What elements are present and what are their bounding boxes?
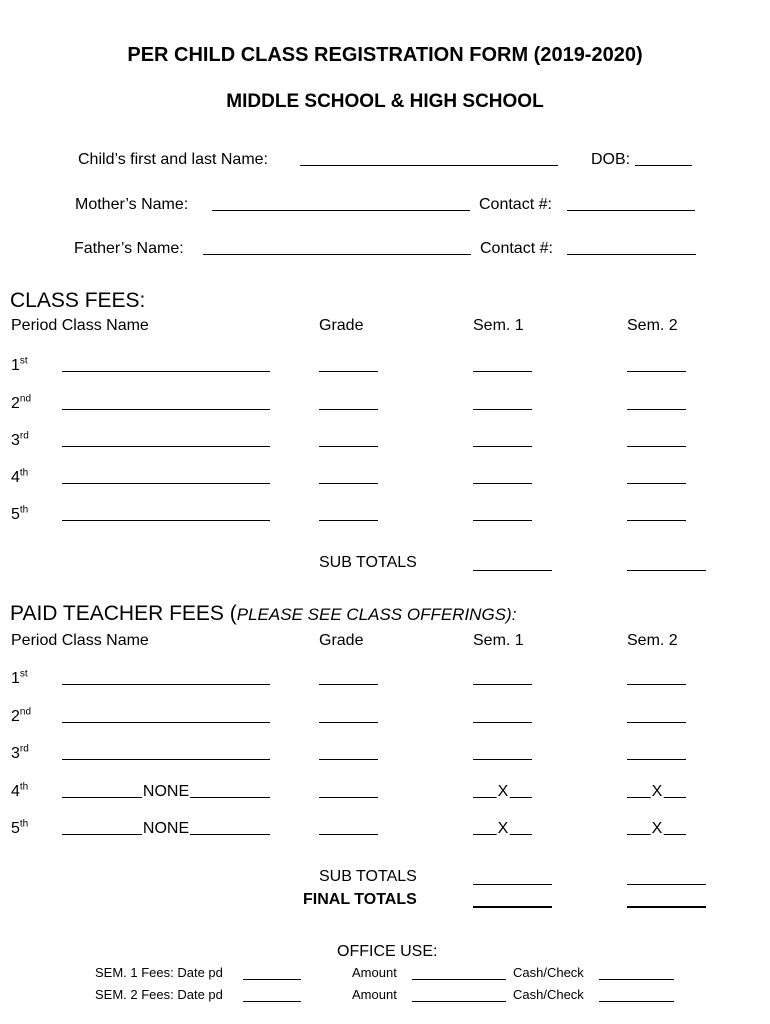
teacher-fees-grade-field[interactable] <box>319 759 378 760</box>
class-fees-subtotal-sem2[interactable] <box>627 570 706 571</box>
office-sem1-amount-field[interactable] <box>412 979 506 980</box>
class-fees-class-name-field[interactable] <box>62 483 270 484</box>
class-fees-subtotals-label: SUB TOTALS <box>319 554 417 571</box>
class-fees-period-number: 2 <box>11 395 20 412</box>
class-fees-row-period <box>11 432 29 450</box>
class-fees-row-period <box>11 506 28 524</box>
class-fees-period-number: 1 <box>11 357 20 374</box>
class-fees-class-name-field[interactable] <box>62 409 270 410</box>
teacher-fees-sem2-field[interactable] <box>627 759 686 760</box>
class-fees-sem1-field[interactable] <box>473 483 532 484</box>
teacher-fees-subtotals-label: SUB TOTALS <box>319 868 417 885</box>
teacher-fees-sem2-value: X <box>651 820 663 837</box>
class-fees-sem2-field[interactable] <box>627 446 686 447</box>
class-fees-row-period <box>11 357 28 375</box>
class-fees-period-number: 4 <box>11 469 20 486</box>
child-name-field[interactable] <box>300 165 558 166</box>
dob-label: DOB: <box>591 151 631 168</box>
class-fees-sem2-field[interactable] <box>627 483 686 484</box>
final-total-sem2[interactable] <box>627 906 706 908</box>
office-sem2-cash-check-label: Cash/Check <box>513 987 584 1002</box>
teacher-fees-grade-field[interactable] <box>319 834 378 835</box>
mother-name-label: Mother’s Name: <box>75 196 189 213</box>
class-fees-sem1-field[interactable] <box>473 409 532 410</box>
teacher-fees-period-suffix: nd <box>19 706 32 718</box>
teacher-fees-subtotal-sem1[interactable] <box>473 884 552 885</box>
teacher-fees-sem2-field[interactable] <box>627 684 686 685</box>
class-fees-class-name-field[interactable] <box>62 371 270 372</box>
teacher-fees-row-period <box>11 783 28 801</box>
teacher-fees-col-grade: Grade <box>319 632 364 649</box>
class-fees-sem1-field[interactable] <box>473 371 532 372</box>
final-total-sem1[interactable] <box>473 906 552 908</box>
teacher-fees-sem1-value: X <box>497 783 509 800</box>
class-fees-period-number: 5 <box>11 506 20 523</box>
class-fees-grade-field[interactable] <box>319 371 378 372</box>
teacher-fees-heading <box>10 602 516 626</box>
mother-contact-field[interactable] <box>567 210 695 211</box>
form-title: PER CHILD CLASS REGISTRATION FORM (2019-2020) <box>127 44 643 66</box>
teacher-fees-grade-field[interactable] <box>319 797 378 798</box>
father-contact-field[interactable] <box>567 254 696 255</box>
form-subtitle: MIDDLE SCHOOL & HIGH SCHOOL <box>226 91 544 112</box>
father-contact-label: Contact #: <box>480 240 553 257</box>
teacher-fees-sem2-field[interactable] <box>627 722 686 723</box>
class-fees-period-suffix: th <box>19 467 29 479</box>
teacher-fees-period-number: 2 <box>11 708 20 725</box>
class-fees-sem1-field[interactable] <box>473 520 532 521</box>
class-fees-period-number: 3 <box>11 432 20 449</box>
class-fees-period-suffix: nd <box>19 393 32 405</box>
teacher-fees-period-number: 3 <box>11 745 20 762</box>
child-name-label: Child’s first and last Name: <box>78 151 268 168</box>
teacher-fees-class-name-field[interactable] <box>62 759 270 760</box>
office-sem2-amount-label: Amount <box>352 987 397 1002</box>
office-sem1-cash-check-field[interactable] <box>599 979 674 980</box>
dob-field[interactable] <box>635 165 692 166</box>
class-fees-sem2-field[interactable] <box>627 520 686 521</box>
father-name-label: Father’s Name: <box>74 240 184 257</box>
teacher-fees-period-suffix: th <box>19 781 29 793</box>
class-fees-col-period: Period Class Name <box>11 317 149 334</box>
teacher-fees-class-name-value: NONE <box>142 783 190 800</box>
class-fees-period-suffix: st <box>19 355 28 367</box>
teacher-fees-subtotal-sem2[interactable] <box>627 884 706 885</box>
teacher-fees-class-name-value: NONE <box>142 820 190 837</box>
class-fees-subtotal-sem1[interactable] <box>473 570 552 571</box>
office-sem1-cash-check-label: Cash/Check <box>513 965 584 980</box>
class-fees-grade-field[interactable] <box>319 520 378 521</box>
class-fees-col-sem2: Sem. 2 <box>627 317 678 334</box>
teacher-fees-grade-field[interactable] <box>319 722 378 723</box>
class-fees-period-suffix: rd <box>19 430 29 442</box>
teacher-fees-period-number: 1 <box>11 670 20 687</box>
teacher-fees-heading-note: PLEASE SEE CLASS OFFERINGS <box>236 605 507 624</box>
teacher-fees-sem1-value: X <box>497 820 509 837</box>
mother-contact-label: Contact #: <box>479 196 552 213</box>
teacher-fees-sem1-field[interactable] <box>473 722 532 723</box>
office-sem1-date-field[interactable] <box>243 979 301 980</box>
teacher-fees-sem1-field[interactable] <box>473 759 532 760</box>
teacher-fees-period-suffix: rd <box>19 743 29 755</box>
teacher-fees-row-period <box>11 670 28 688</box>
teacher-fees-class-name-field[interactable] <box>62 684 270 685</box>
class-fees-col-sem1: Sem. 1 <box>473 317 524 334</box>
office-sem2-amount-field[interactable] <box>412 1001 506 1002</box>
class-fees-sem2-field[interactable] <box>627 371 686 372</box>
class-fees-row-period <box>11 395 31 413</box>
class-fees-period-suffix: th <box>19 504 29 516</box>
teacher-fees-heading-text: PAID TEACHER FEES ( <box>10 602 237 625</box>
teacher-fees-sem1-field[interactable] <box>473 684 532 685</box>
teacher-fees-col-sem2: Sem. 2 <box>627 632 678 649</box>
teacher-fees-row-period <box>11 708 31 726</box>
office-sem1-label: SEM. 1 Fees: Date pd <box>95 965 223 980</box>
class-fees-class-name-field[interactable] <box>62 520 270 521</box>
class-fees-heading: CLASS FEES: <box>10 289 146 312</box>
teacher-fees-period-suffix: th <box>19 818 29 830</box>
class-fees-grade-field[interactable] <box>319 446 378 447</box>
office-sem2-cash-check-field[interactable] <box>599 1001 674 1002</box>
teacher-fees-period-number: 5 <box>11 820 20 837</box>
class-fees-grade-field[interactable] <box>319 483 378 484</box>
teacher-fees-period-suffix: st <box>19 668 28 680</box>
teacher-fees-period-number: 4 <box>11 783 20 800</box>
office-use-heading: OFFICE USE: <box>337 943 438 960</box>
office-sem1-amount-label: Amount <box>352 965 397 980</box>
teacher-fees-class-name-field[interactable] <box>62 722 270 723</box>
office-sem2-label: SEM. 2 Fees: Date pd <box>95 987 223 1002</box>
teacher-fees-row-period <box>11 745 29 763</box>
teacher-fees-col-period: Period Class Name <box>11 632 149 649</box>
teacher-fees-row-period <box>11 820 28 838</box>
teacher-fees-grade-field[interactable] <box>319 684 378 685</box>
office-sem2-date-field[interactable] <box>243 1001 301 1002</box>
class-fees-grade-field[interactable] <box>319 409 378 410</box>
class-fees-class-name-field[interactable] <box>62 446 270 447</box>
class-fees-sem2-field[interactable] <box>627 409 686 410</box>
class-fees-col-grade: Grade <box>319 317 364 334</box>
father-name-field[interactable] <box>203 254 471 255</box>
mother-name-field[interactable] <box>212 210 470 211</box>
final-totals-label: FINAL TOTALS <box>303 891 417 908</box>
class-fees-sem1-field[interactable] <box>473 446 532 447</box>
class-fees-row-period <box>11 469 28 487</box>
teacher-fees-heading-end: ): <box>506 605 517 624</box>
teacher-fees-col-sem1: Sem. 1 <box>473 632 524 649</box>
teacher-fees-sem2-value: X <box>651 783 663 800</box>
